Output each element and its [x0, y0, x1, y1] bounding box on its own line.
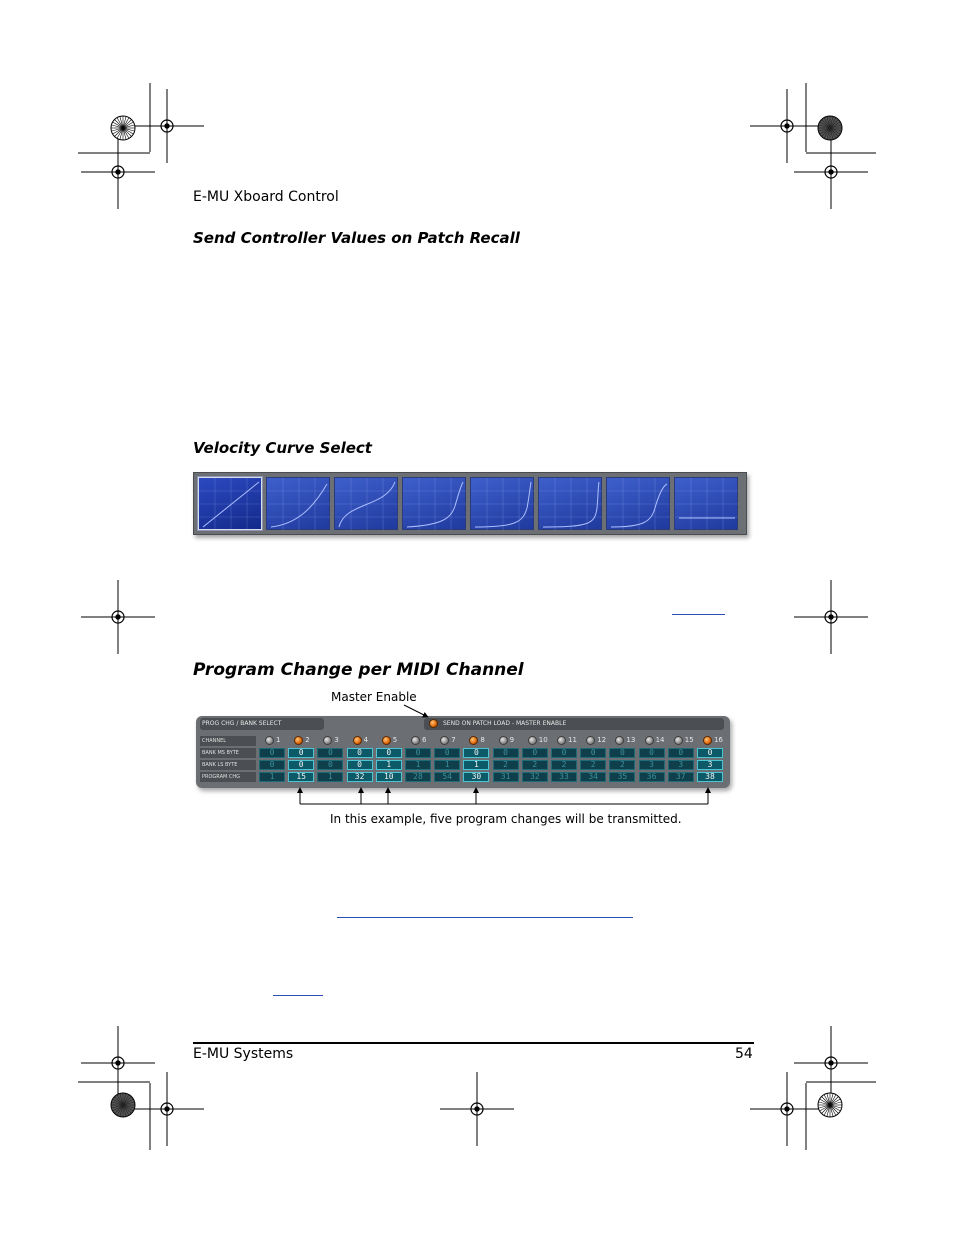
program-cell[interactable]: 36: [639, 772, 665, 782]
registration-target: [794, 580, 868, 654]
bank-ls-cell[interactable]: 1: [405, 760, 431, 770]
registration-target: [794, 135, 868, 209]
bank-ls-cell[interactable]: 2: [522, 760, 548, 770]
bank-ls-cell[interactable]: 2: [609, 760, 635, 770]
bank-ms-cell[interactable]: 0: [434, 748, 460, 758]
master-enable-annotation: Master Enable: [331, 690, 417, 704]
channel-number: 12: [597, 736, 607, 744]
registration-target: [81, 580, 155, 654]
bank-ls-cell[interactable]: 1: [376, 760, 402, 770]
program-cell[interactable]: 34: [580, 772, 606, 782]
bank-ms-cell[interactable]: 0: [580, 748, 606, 758]
registration-target: [130, 89, 204, 163]
program-cell[interactable]: 32: [522, 772, 548, 782]
bank-ms-cell[interactable]: 0: [347, 748, 373, 758]
bank-ms-cell[interactable]: 0: [317, 748, 343, 758]
figure-caption: In this example, five program changes will be transmitted.: [330, 812, 682, 826]
program-cell[interactable]: 35: [609, 772, 635, 782]
bank-ms-cell[interactable]: 0: [551, 748, 577, 758]
channel-number: 5: [392, 736, 398, 744]
channel-number: 3: [334, 736, 339, 744]
channel-number: 2: [305, 736, 310, 744]
bank-ms-cell[interactable]: 0: [609, 748, 635, 758]
channel-number: 15: [684, 736, 694, 744]
bank-ms-cell[interactable]: 0: [288, 748, 314, 758]
channel-number: 4: [363, 736, 369, 744]
program-cell[interactable]: 1: [259, 772, 285, 782]
program-cell[interactable]: 33: [551, 772, 577, 782]
channel-number: 14: [655, 736, 665, 744]
registration-target: [750, 1072, 824, 1146]
program-cell[interactable]: 28: [405, 772, 431, 782]
master-enable-label: SEND ON PATCH LOAD - MASTER ENABLE: [424, 718, 724, 730]
bank-ls-cell[interactable]: 2: [551, 760, 577, 770]
program-cell[interactable]: 30: [463, 772, 489, 782]
program-cell[interactable]: 54: [434, 772, 460, 782]
channel-number: 11: [568, 736, 577, 744]
row-label: CHANNEL: [200, 736, 256, 746]
row-label: PROGRAM CHG: [200, 772, 256, 782]
registration-target: [440, 1072, 514, 1146]
bank-ls-cell[interactable]: 2: [493, 760, 519, 770]
registration-target: [81, 1026, 155, 1100]
channel-number: 13: [626, 736, 636, 744]
channel-number: 6: [422, 736, 427, 744]
bank-ms-cell[interactable]: 0: [639, 748, 665, 758]
bank-ls-cell[interactable]: 0: [347, 760, 373, 770]
bank-ls-cell[interactable]: 1: [434, 760, 460, 770]
bank-ms-cell[interactable]: 0: [463, 748, 489, 758]
bank-ls-cell[interactable]: 1: [463, 760, 489, 770]
page-number: 54: [735, 1046, 753, 1062]
registration-target: [130, 1072, 204, 1146]
bank-ms-cell[interactable]: 0: [668, 748, 694, 758]
program-cell[interactable]: 10: [376, 772, 402, 782]
registration-target: [750, 89, 824, 163]
channel-number: 7: [451, 736, 456, 744]
heading-send-controller: Send Controller Values on Patch Recall: [193, 229, 520, 247]
bank-ls-cell[interactable]: 3: [639, 760, 665, 770]
heading-velocity-curve: Velocity Curve Select: [193, 439, 372, 457]
row-label: BANK LS BYTE: [200, 760, 256, 770]
program-cell[interactable]: 38: [697, 772, 723, 782]
registration-target: [81, 135, 155, 209]
running-header: E-MU Xboard Control: [193, 189, 339, 205]
bank-ls-cell[interactable]: 0: [288, 760, 314, 770]
channel-number: 9: [509, 736, 515, 744]
row-label: BANK MS BYTE: [200, 748, 256, 758]
bank-ms-cell[interactable]: 0: [376, 748, 402, 758]
bank-ls-cell[interactable]: 3: [668, 760, 694, 770]
program-cell[interactable]: 15: [288, 772, 314, 782]
channel-number: 8: [480, 736, 485, 744]
bank-ms-cell[interactable]: 0: [522, 748, 548, 758]
program-cell[interactable]: 32: [347, 772, 373, 782]
registration-target: [794, 1026, 868, 1100]
channel-number: 1: [276, 736, 281, 744]
panel-title: PROG CHG / BANK SELECT: [200, 718, 324, 730]
footer-company: E-MU Systems: [193, 1046, 294, 1062]
program-cell[interactable]: 31: [493, 772, 519, 782]
channel-number: 16: [714, 736, 723, 744]
bank-ls-cell[interactable]: 3: [697, 760, 723, 770]
bank-ms-cell[interactable]: 0: [259, 748, 285, 758]
channel-number: 10: [538, 736, 548, 744]
program-cell[interactable]: 1: [317, 772, 343, 782]
heading-program-change: Program Change per MIDI Channel: [193, 660, 524, 680]
bank-ms-cell[interactable]: 0: [405, 748, 431, 758]
bank-ls-cell[interactable]: 0: [317, 760, 343, 770]
bank-ms-cell[interactable]: 0: [697, 748, 723, 758]
bank-ls-cell[interactable]: 2: [580, 760, 606, 770]
bank-ls-cell[interactable]: 0: [259, 760, 285, 770]
bank-ms-cell[interactable]: 0: [493, 748, 519, 758]
program-cell[interactable]: 37: [668, 772, 694, 782]
